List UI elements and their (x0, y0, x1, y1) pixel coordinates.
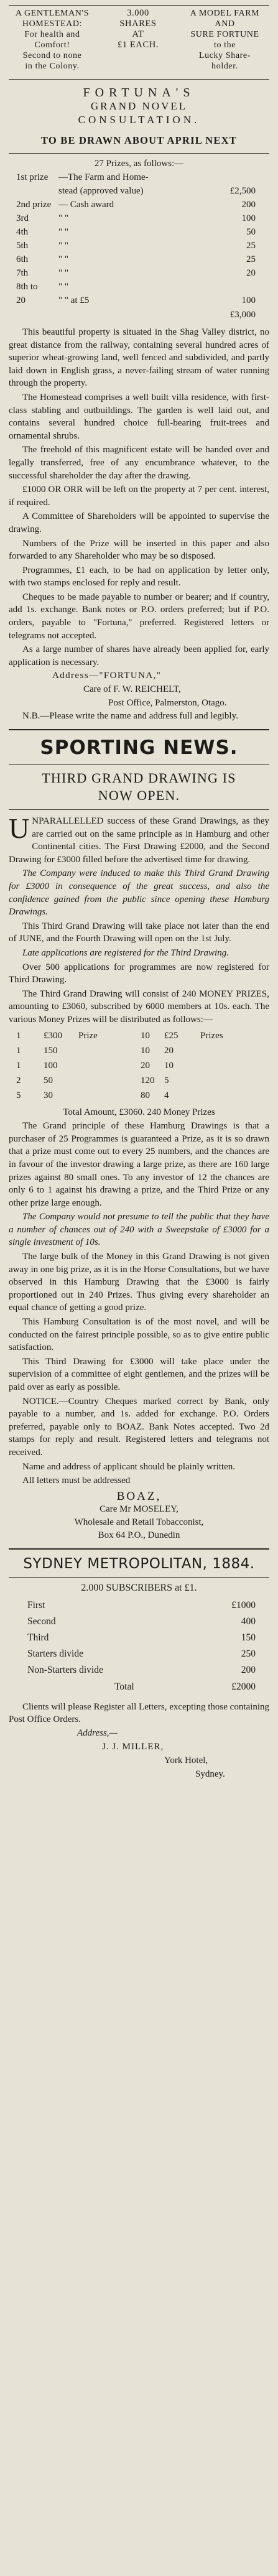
sydney-prize-row (9, 1614, 269, 1630)
table-cell: 30 (44, 1090, 53, 1100)
drop-cap: U (9, 812, 30, 845)
masthead-center-line: 3.000 (127, 8, 149, 18)
boaz-name: BOAZ, (116, 1489, 162, 1503)
body-paragraph: Over 500 applications for programmes are now registered for Third Drawing. (9, 962, 269, 985)
miller-city: Sydney. (195, 1769, 225, 1779)
body-paragraph: The freehold of this magnificent estate will be handed over and legally transferred, free of any encumbrance whatever, to the successful shareholder the day after the drawing. (9, 445, 269, 481)
table-cell: 150 (44, 1045, 58, 1056)
masthead-right-line: AND (215, 19, 235, 29)
address-line: Address—"FORTUNA," (52, 671, 162, 681)
table-cell: 1 (16, 1030, 21, 1041)
body-paragraph: Clients will please Register all Letters, excepting those containing Post Office Orders. (9, 1701, 269, 1725)
divider (9, 809, 269, 810)
prize-total: £3,000 (229, 310, 256, 320)
prize-desc: " " (58, 268, 68, 278)
masthead-left-line: A GENTLEMAN'S (15, 9, 90, 18)
prize-desc: " " (58, 282, 68, 292)
third-grand-line: THIRD GRAND DRAWING IS (42, 770, 236, 786)
body-paragraph: Numbers of the Prize will be inserted in this paper and also forwarded to any Shareholder who may be so disposed. (9, 538, 269, 562)
body-text: NPARALLELLED success of these Grand Drawings, as they are carried out on the same principle as in Hamburg and other Continental cities. The First Drawing £2000, and the Second Drawing for £3000 filled before the advertised time for drawing. (9, 816, 269, 865)
sydney-prize-label: First (27, 1599, 45, 1611)
body-paragraph: Programmes, £1 each, to be had on application by letter only, with two stamps enclosed for reply and result. (9, 565, 269, 588)
prizes-heading: 27 Prizes, as follows:— (94, 159, 184, 169)
body-paragraph: The Homestead comprises a well built villa residence, with first-class stabling and outbuildings. The garden is well laid out, and contains several hundred choice full-bearing fruit-trees and ornamental shrubs. (9, 392, 269, 441)
masthead-right-line: holder. (211, 62, 238, 71)
masthead-right-line: A MODEL FARM (190, 9, 260, 18)
prize-row (9, 225, 269, 239)
body-paragraph: The Company would not presume to tell the public that they have a number of chances out of 240 with a Sweepstake of £3000 for a single investment of 10s. (9, 1212, 269, 1248)
table-cell: 2 (16, 1075, 21, 1086)
prize-desc: " " (58, 254, 68, 264)
body-paragraph: All letters must be addressed (22, 1476, 131, 1486)
fortuna-subtitle-2: CONSULTATION. (78, 114, 200, 126)
address-line: Post Office, Palmerston, Otago. (108, 698, 227, 709)
sporting-news-title: SPORTING NEWS. (40, 737, 238, 760)
miller-hotel: York Hotel, (164, 1755, 208, 1765)
prize-value: £2,500 (229, 186, 256, 196)
table-cell: 10 (164, 1060, 174, 1071)
body-paragraph (9, 812, 269, 866)
prize-value: 25 (246, 241, 256, 251)
prize-row (9, 239, 269, 253)
sporting-body-2 (9, 1120, 269, 1487)
sydney-total-label: Total (114, 1681, 134, 1692)
prize-desc: " " (58, 213, 68, 223)
prize-desc: stead (approved value) (58, 186, 144, 196)
masthead-left-line: in the Colony. (25, 62, 80, 71)
prize-desc: " " (58, 227, 68, 237)
table-cell: 4 (164, 1090, 169, 1100)
body-paragraph: £1000 OR ORR will be left on the property at 7 per cent. interest, if required. (9, 485, 269, 508)
third-grand-heading (9, 770, 269, 804)
prize-row (9, 212, 269, 225)
sydney-prize-list (9, 1597, 269, 1678)
fortuna-body (9, 326, 269, 723)
body-paragraph: NOTICE.—Country Cheques marked correct by Bank, only payable to a number, and 1s. added for exchange. P.O. Orders preferred, payable only to BOAZ. Bank Notes accepted. Two 2d stamps for reply and result. Registered letters and telegrams not received. (9, 1396, 269, 1458)
prize-row (9, 253, 269, 266)
table-cell: 120 (141, 1075, 155, 1086)
divider (9, 764, 269, 765)
sydney-prize-label: Second (27, 1616, 56, 1627)
table-row (9, 1074, 269, 1087)
divider (9, 1577, 269, 1578)
masthead-right-line: Lucky Share- (198, 51, 251, 60)
table-cell: 5 (164, 1075, 169, 1086)
prize-value: 25 (246, 254, 256, 264)
prize-label: 1st prize (16, 172, 49, 182)
fortuna-title: FORTUNA'S (83, 86, 195, 100)
table-cell: 20 (164, 1045, 174, 1056)
miller-name: J. J. MILLER, (102, 1741, 164, 1752)
prize-value: 100 (241, 213, 256, 223)
body-paragraph: The Grand principle of these Hamburg Drawings is that a purchaser of 25 Programmes is guaranteed a Prize, as it is so drawn that a prize must come out to every 25 numbers, and the chances are in favour of the investor drawing a large prize, as there are 160 large prizes against 80 small ones. To any investor of 12 the chances are only 6 to 1 against his drawing a prize, and the Third Prize or any other prize large enough. (9, 1121, 269, 1208)
sydney-prize-row (9, 1662, 269, 1678)
drawn-date-heading: TO BE DRAWN ABOUT APRIL NEXT (41, 134, 237, 146)
address-label: Address,— (77, 1727, 118, 1738)
prize-row (9, 294, 269, 307)
body-paragraph: This Hamburg Consultation is of the most novel, and will be conducted on the fairest principle possible, so as to give entire public satisfaction. (9, 1317, 269, 1353)
section-divider (9, 729, 269, 730)
masthead-center-line: AT (132, 29, 144, 39)
body-paragraph: This Third Drawing for £3000 will take place under the supervision of a committee of eight gentlemen, and the prizes will be paid over as early as possible. (9, 1356, 269, 1392)
prize-row (9, 266, 269, 280)
table-cell: 50 (44, 1075, 53, 1086)
sydney-prize-row (9, 1646, 269, 1662)
prize-value: 100 (241, 295, 256, 305)
boaz-line: Care Mr MOSELEY, (100, 1504, 178, 1514)
body-paragraph: N.B.—Please write the name and address full and legibly. (22, 711, 238, 722)
table-cell: 1 (16, 1060, 21, 1071)
prize-label: 2nd prize (16, 200, 52, 210)
prize-value: 20 (246, 268, 256, 278)
prize-value: 50 (246, 227, 256, 237)
drawing-prize-table (9, 1026, 269, 1106)
masthead-left (9, 8, 96, 72)
masthead-right-line: to the (213, 40, 236, 50)
table-cell: 5 (16, 1090, 21, 1100)
prize-desc: " " (58, 241, 68, 251)
subscribers-line: 2.000 SUBSCRIBERS at £1. (81, 1582, 197, 1593)
prize-value: 200 (241, 200, 256, 210)
masthead-left-line: HOMESTEAD: (22, 19, 83, 29)
table-cell: 1 (16, 1045, 21, 1056)
body-paragraph: This Third Grand Drawing will take place not later than the end of JUNE, and the Fourth Drawing will open on the 1st July. (9, 921, 269, 944)
body-paragraph: Cheques to be made payable to number or bearer; and if country, add 1s. exchange. Bank notes or P.O. orders preferred; but if P.O. orders, payable to "Fortuna," preferred. Registered letters or telegrams not accepted. (9, 592, 269, 641)
prize-label: 8th to (16, 282, 38, 292)
table-cell: 100 (44, 1060, 58, 1071)
masthead-center (102, 8, 174, 50)
sporting-body (9, 812, 269, 1026)
prize-row (9, 170, 269, 184)
body-paragraph: Late applications are registered for the Third Drawing. (22, 947, 229, 958)
prize-row (9, 184, 269, 198)
table-cell: 20 (141, 1060, 150, 1071)
prize-desc: " " at £5 (58, 295, 90, 305)
fortuna-heading (9, 86, 269, 127)
sydney-prize-value: 250 (241, 1648, 256, 1659)
body-paragraph: The large bulk of the Money in this Grand Drawing is not given away in one big prize, as it is in the Horse Consultations, but we have observed in this Hamburg Drawing that the £3000 is fairly proportioned out in 240 Prizes. Thus giving every shareholder an equal chance of getting a good prize. (9, 1252, 269, 1313)
address-line: Care of F. W. REICHELT, (83, 684, 181, 695)
body-paragraph: This beautiful property is situated in the Shag Valley district, no great distance from the railway, containing several hundred acres of superior wheat-growing land, well fenced and subdivided, and partly laid down in English grass, a never-failing stream of water running through the property. (9, 327, 269, 389)
table-cell: 10 (141, 1045, 150, 1056)
table-row (9, 1059, 269, 1072)
sydney-prize-label: Non-Starters divide (27, 1664, 103, 1675)
table-cell: £25 (164, 1030, 178, 1041)
sydney-prize-label: Starters divide (27, 1648, 83, 1659)
masthead-left-line: Comfort! (34, 40, 70, 50)
masthead-center-line: £1 EACH. (117, 40, 159, 50)
body-paragraph: As a large number of shares have already been applied for, early application is necessary. (9, 644, 269, 667)
prize-row (9, 198, 269, 212)
prize-desc: —The Farm and Home- (58, 172, 149, 182)
sydney-prize-row (9, 1630, 269, 1646)
boaz-line: Wholesale and Retail Tobacconist, (74, 1517, 204, 1527)
masthead (9, 5, 269, 80)
masthead-left-line: Second to none (22, 51, 82, 60)
divider (9, 153, 269, 154)
sydney-prize-row (9, 1597, 269, 1614)
table-cell: £300 (44, 1030, 62, 1041)
table-cell: Prizes (200, 1030, 223, 1041)
sydney-title: SYDNEY METROPOLITAN, 1884. (23, 1555, 255, 1572)
sydney-prize-value: £1000 (231, 1599, 256, 1611)
table-cell: Prize (78, 1030, 98, 1041)
third-grand-line: NOW OPEN. (98, 788, 180, 804)
sydney-prize-value: 150 (241, 1632, 256, 1643)
body-paragraph: The Company were induced to make this Third Grand Drawing for £3000 in consequence of the great success, and also the confidence gained from the public since opening these Hamburg Drawings. (9, 868, 269, 918)
prize-label: 3rd (16, 213, 29, 223)
sydney-prize-value: 200 (241, 1664, 256, 1675)
sydney-prize-value: 400 (241, 1616, 256, 1627)
masthead-right-line: SURE FORTUNE (190, 30, 259, 39)
prize-desc: — Cash award (58, 200, 114, 210)
boaz-line: Box 64 P.O., Dunedin (98, 1530, 180, 1540)
prize-row (9, 280, 269, 294)
masthead-center-line: SHARES (119, 19, 157, 29)
drawing-total: Total Amount, £3060. 240 Money Prizes (63, 1107, 215, 1117)
table-row (9, 1044, 269, 1058)
body-paragraph: Name and address of applicant should be plainly written. (22, 1461, 235, 1472)
sydney-prize-label: Third (27, 1632, 49, 1643)
sydney-total-row (9, 1678, 269, 1696)
prize-label: 5th (16, 241, 29, 251)
body-paragraph: The Third Grand Drawing will consist of 240 MONEY PRIZES, amounting to £3060, subscribed by 6000 members at 10s. each. The various Money Prizes will be distributed as follows:— (9, 988, 269, 1025)
table-cell: 80 (141, 1090, 150, 1100)
prize-label: 7th (16, 268, 29, 278)
table-row (9, 1089, 269, 1102)
prize-list (9, 170, 269, 307)
sydney-total-value: £2000 (231, 1681, 256, 1692)
table-cell: 10 (141, 1030, 150, 1041)
section-divider (9, 1548, 269, 1550)
fortuna-address (9, 669, 269, 710)
prize-label: 4th (16, 227, 29, 237)
prize-label: 6th (16, 254, 29, 264)
masthead-right (180, 8, 269, 72)
fortuna-subtitle: GRAND NOVEL (90, 100, 188, 112)
masthead-left-line: For health and (24, 30, 80, 39)
table-row (9, 1029, 269, 1043)
boaz-address (9, 1490, 269, 1542)
miller-address (9, 1726, 269, 1781)
prize-label: 20 (16, 295, 25, 305)
body-paragraph: A Committee of Shareholders will be appointed to supervise the drawing. (9, 511, 269, 534)
